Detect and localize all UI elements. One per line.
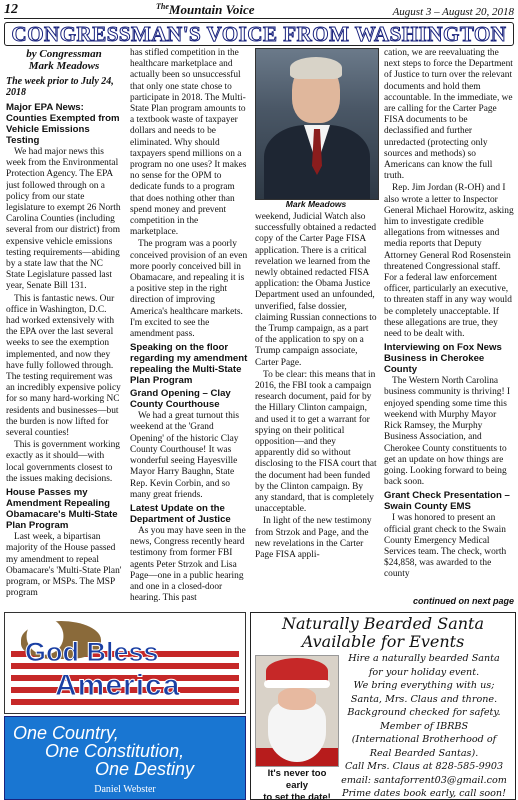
god-bless-text: God Bless bbox=[25, 637, 159, 667]
god-bless-ad bbox=[4, 612, 246, 714]
santa-title-line1: Naturally Bearded Santa bbox=[281, 614, 485, 633]
paragraph: Last week, a bipartisan majority of the House passed my amendment to repeal Obamacare's 'Multi-State Plan' program, or MSPs. The MSP program bbox=[6, 532, 122, 599]
santa-photo bbox=[255, 655, 339, 767]
america-text: America bbox=[55, 669, 181, 702]
masthead-name: Mountain Voice bbox=[168, 2, 255, 17]
column-4 bbox=[384, 48, 514, 594]
continued-note: continued on next page bbox=[412, 596, 514, 606]
section-heading: Major EPA News: Counties Exempted from Vehicle Emissions Testing bbox=[6, 102, 120, 146]
santa-ad-line: email: santaforrent03@gmail.com bbox=[341, 774, 507, 786]
column-1 bbox=[6, 48, 122, 608]
paragraph: In light of the new testimony from Strzok and Page, and the new revelations in the Carter Page FISA appli- bbox=[255, 516, 372, 561]
paragraph: has stifled competition in the healthcare marketplace and actually been so unsuccessful that only one state chose to participate in 2018. The Multi-State Plan program amounts to a textbook waste of taxpayer dollars and needs to be eliminated. Why should taxpayers spend millions on a program no one uses? It makes no sense for the OPM to dedicate funds to a program that does nothing other than spend money and prevent competition in the marketplace. bbox=[130, 48, 247, 238]
santa-ad-line: Call Mrs. Claus at 828-585-9903 bbox=[344, 761, 504, 772]
one-country-ad bbox=[4, 716, 246, 800]
byline-line1: by Congressman bbox=[26, 48, 102, 60]
paragraph: I was honored to present an official grant check to the Swain County Emergency Medical Services team. The check, worth $24,858, was awarded to the county bbox=[384, 513, 507, 580]
santa-ad-title bbox=[251, 615, 515, 651]
article-title: CONGRESSMAN'S VOICE FROM WASHINGTON bbox=[4, 22, 514, 46]
santa-ad-line: Prime dates book early, call soon! bbox=[342, 788, 506, 799]
section-heading: Latest Update on the Department of Justice bbox=[130, 502, 231, 525]
masthead-prefix: The bbox=[156, 2, 169, 11]
paragraph: This is government working exactly as it should—with local governments closest to the issues making decisions. bbox=[6, 440, 120, 484]
never-line1: It's never too early bbox=[267, 768, 327, 791]
never-line2: to set the date! bbox=[263, 792, 331, 800]
section-heading: House Passes my Amendment Repealing Obamacare's Multi-State Plan Program bbox=[6, 487, 118, 532]
santa-ad-line: for your holiday event. bbox=[368, 666, 480, 678]
never-too-early bbox=[257, 768, 337, 800]
santa-ad-line: (International Brotherhood of bbox=[351, 734, 497, 745]
section-heading: Interviewing on Fox News Business in Cherokee County bbox=[384, 342, 502, 376]
week-prior: The week prior to July 24, 2018 bbox=[6, 76, 114, 98]
column-1-body bbox=[6, 102, 122, 599]
quote-line-2: One Constitution, bbox=[45, 741, 185, 761]
santa-ad bbox=[250, 612, 516, 800]
santa-ad-text bbox=[337, 653, 511, 800]
quote-author: Daniel Webster bbox=[94, 784, 156, 795]
paragraph: This is fantastic news. Our office in Washington, D.C. had worked extensively with the EPA over the last several weeks to see the exemption implemented, and now they have fully followed through. The testing requirement was an incredibly expensive policy for so many hard-working NC residents and businesses—but the burden is now lifted for several counties! bbox=[6, 293, 121, 439]
quote-line-1: One Country, bbox=[13, 723, 119, 743]
page-header bbox=[4, 2, 514, 19]
paragraph: We had major news this week from the Environmental Protection Agency. The EPA just followed through on a policy from our state legislature to exempt 26 North Carolina Counties (including several from our district) from expensive vehicle emissions testing requirements—abiding by a state law that the NC State Legislature passed last year, Senate Bill 131. bbox=[6, 147, 121, 292]
column-3-body bbox=[255, 212, 377, 561]
section-heading: Grant Check Presentation – Swain County EMS bbox=[384, 490, 510, 513]
column-4-body bbox=[384, 48, 514, 581]
paragraph: The Western North Carolina business community is thriving! I enjoyed spending some time this weekend with Murphy Mayor Rick Ramsey, the Murphy Business Association, and Cherokee County constituents to get an update on how things are going. Looking forward to being back soon. bbox=[384, 376, 511, 488]
byline-line2: Mark Meadows bbox=[28, 60, 100, 72]
author-photo bbox=[255, 48, 379, 200]
santa-ad-line: Hire a naturally bearded Santa bbox=[348, 653, 500, 664]
santa-ad-line: Background checked for safety. bbox=[347, 707, 501, 718]
byline bbox=[6, 48, 122, 72]
paragraph: We had a great turnout this weekend at the 'Grand Opening' of the historic Clay County Courthouse! It was wonderful seeing Hayesville Mayor Harry Baughn, State Rep. Kevin Corbin, and so many great friends. bbox=[130, 411, 240, 500]
column-2-body bbox=[130, 48, 248, 604]
column-2 bbox=[130, 48, 248, 608]
column-3 bbox=[255, 212, 377, 608]
paragraph: Rep. Jim Jordan (R-OH) and I also wrote a letter to Inspector General Michael Horowitz, asking him to investigate credible allegations from witnesses and media reports that Deputy Attorney General Rod Rosenstein threatened Congressional staff. For a federal law enforcement officer, particularly an executive, to threaten staff in any way would be completely unacceptable. If these allegations are true, they need to be dealt with. bbox=[384, 183, 514, 340]
santa-ad-line: Santa, Mrs. Claus and throne. bbox=[350, 693, 498, 705]
photo-caption: Mark Meadows bbox=[285, 199, 347, 209]
paragraph: As you may have seen in the news, Congress recently heard testimony from former FBI agents Peter Strzok and Lisa Page—one in a public hearing and one in a closed-door hearing. This past bbox=[130, 525, 246, 604]
quote-line-3: One Destiny bbox=[95, 759, 195, 779]
issue-date: August 3 – August 20, 2018 bbox=[392, 6, 514, 18]
paragraph: cation, we are reevaluating the next steps to force the Department of Justice to turn over the relevant documents and hold them accountable. In the immediate, we are calling for the Carter Page FISA documents to be declassified and further unredacted (protecting only sources and methods) so Americans can know the full truth. bbox=[384, 48, 513, 182]
paragraph: weekend, Judicial Watch also successfully obtained a redacted copy of the Carter Page FISA application. There is a critical revelation we learned from the newly obtained redacted FISA application: the Obama Justice Department used an unfounded, unverified, false dossier, claiming Russian connections to the Trump campaign, as a part of the application to spy on a Trump campaign associate, Carter Page. bbox=[255, 212, 377, 368]
section-heading: Speaking on the floor regarding my amendment repealing the Multi-State Plan Program bbox=[130, 342, 248, 387]
paragraph: The program was a poorly conceived provision of an even more poorly conceived bill in Obamacare, and repealing it is a positive step in the right direction of improving America's healthcare markets. I'm excited to see the amendment pass. bbox=[130, 239, 248, 340]
santa-ad-line: Real Bearded Santas). bbox=[369, 747, 479, 759]
santa-ad-line: We bring everything with us; bbox=[353, 680, 495, 691]
section-heading: Grand Opening – Clay County Courthouse bbox=[130, 388, 231, 411]
santa-ad-line: Member of IBRBS bbox=[379, 720, 469, 732]
santa-title-line2: Available for Events bbox=[301, 632, 465, 651]
page-number: 12 bbox=[4, 2, 18, 17]
paragraph: To be clear: this means that in 2016, the FBI took a campaign research document, paid for by the Hillary Clinton campaign, and used it to get a warrant for spying on their political opposition—and they apparently did so without disclosing to the FISA court that the document had been funded by the Clinton campaign. By any standard, that is completely unacceptable. bbox=[255, 369, 377, 515]
masthead bbox=[156, 2, 255, 18]
